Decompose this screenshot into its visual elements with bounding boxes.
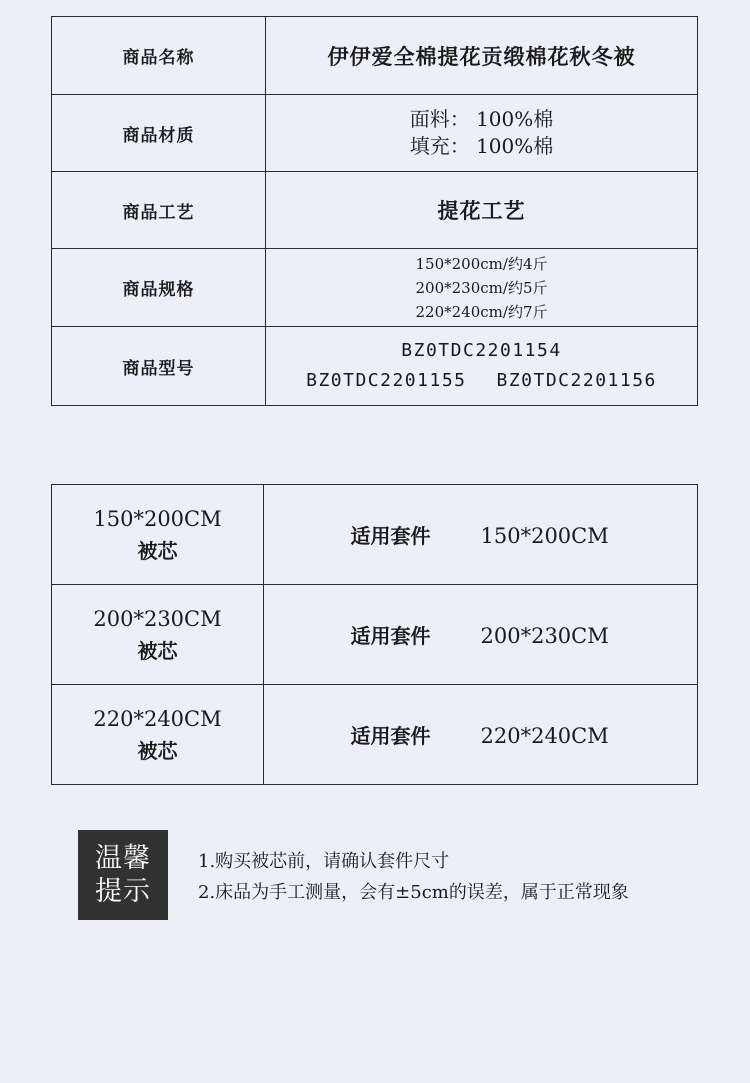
spec-row-material: [52, 95, 698, 172]
size-line-3: 220*240cm/约7斤: [415, 302, 548, 321]
fit-cell: [264, 685, 698, 785]
model-code-2: BZ0TDC2201155: [306, 370, 467, 391]
tips-badge-line-2: 提示: [95, 876, 151, 907]
material-value: [266, 95, 698, 172]
spec-row-model: [52, 327, 698, 406]
tips-badge: [78, 830, 168, 920]
model-label: 商品型号: [52, 327, 266, 406]
size-name: 200*230CM: [93, 606, 222, 631]
spec-row-name: [52, 17, 698, 95]
size-row: [52, 685, 698, 785]
model-value: [266, 327, 698, 406]
size-table: [51, 484, 698, 785]
size-row: [52, 585, 698, 685]
size-value: [266, 249, 698, 327]
material-line-2: 填充： 100%棉: [409, 134, 554, 158]
tip-item: 2.床品为手工测量，会有±5cm的误差，属于正常现象: [198, 882, 629, 903]
size-label: 商品规格: [52, 249, 266, 327]
tips-list: [198, 846, 629, 908]
tips-badge-line-1: 温馨: [95, 843, 151, 874]
size-row: [52, 485, 698, 585]
fit-cell: [264, 585, 698, 685]
spec-row-size: [52, 249, 698, 327]
material-label: 商品材质: [52, 95, 266, 172]
model-code-1: BZ0TDC2201154: [401, 340, 562, 361]
spec-table: [51, 16, 698, 406]
craft-label: 商品工艺: [52, 172, 266, 249]
size-name: 150*200CM: [93, 506, 222, 531]
fit-label: 适用套件: [350, 524, 431, 548]
fit-label: 适用套件: [350, 724, 431, 748]
fit-size: 150*200CM: [480, 524, 609, 548]
size-cell: [52, 585, 264, 685]
fit-size: 200*230CM: [480, 624, 609, 648]
size-core-label: 被芯: [137, 738, 178, 763]
size-line-1: 150*200cm/约4斤: [415, 254, 548, 273]
fit-label: 适用套件: [350, 624, 431, 648]
model-code-3: BZ0TDC2201156: [496, 370, 657, 391]
fit-cell: [264, 485, 698, 585]
craft-value: 提花工艺: [266, 172, 698, 249]
fit-size: 220*240CM: [480, 724, 609, 748]
size-core-label: 被芯: [137, 638, 178, 663]
size-core-label: 被芯: [137, 538, 178, 563]
name-value: 伊伊爱全棉提花贡缎棉花秋冬被: [266, 17, 698, 95]
size-cell: [52, 485, 264, 585]
name-label: 商品名称: [52, 17, 266, 95]
model-code-row-2: [266, 366, 697, 396]
size-name: 220*240CM: [93, 706, 222, 731]
size-line-2: 200*230cm/约5斤: [415, 278, 548, 297]
tip-item: 1.购买被芯前，请确认套件尺寸: [198, 851, 450, 872]
size-cell: [52, 685, 264, 785]
material-line-1: 面料： 100%棉: [409, 107, 554, 131]
spec-row-craft: [52, 172, 698, 249]
